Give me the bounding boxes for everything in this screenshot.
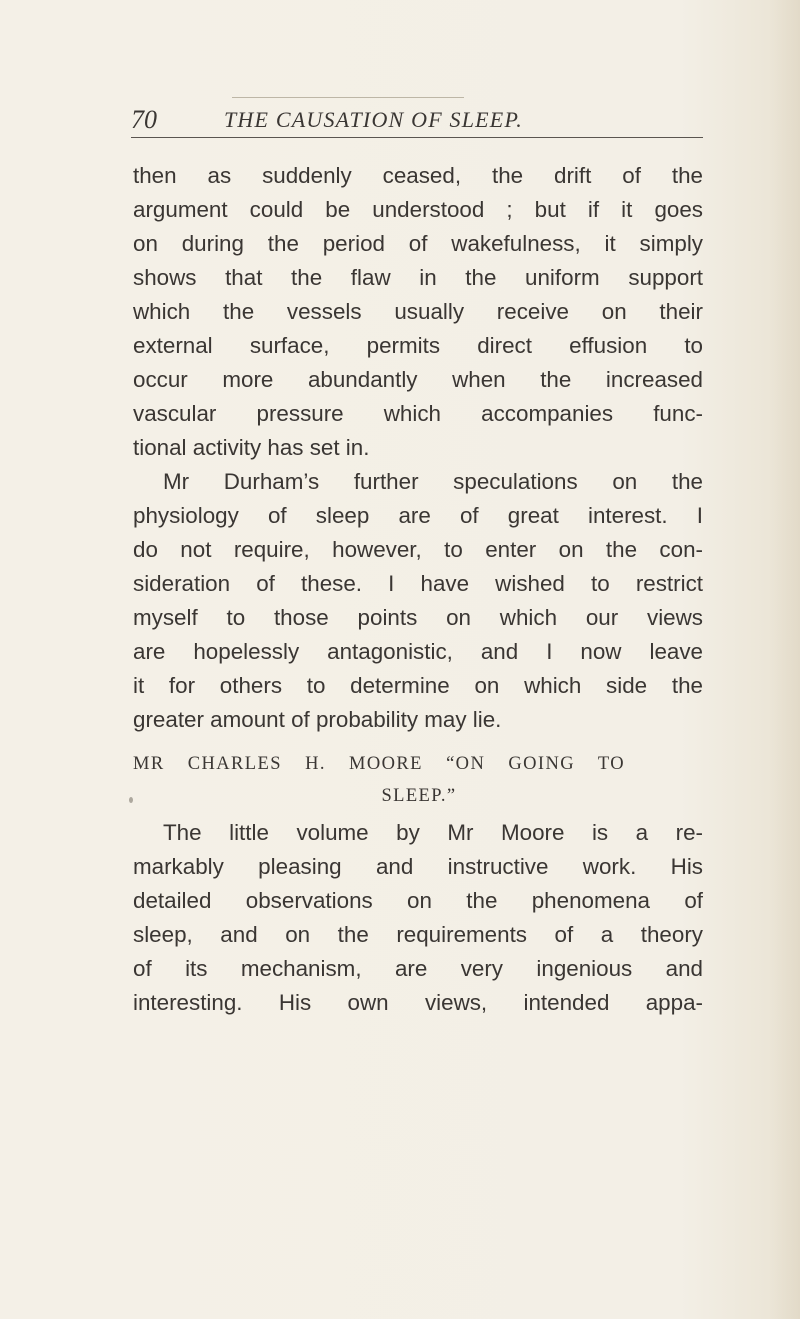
page-header [131,105,703,138]
section-heading [133,748,703,812]
text-line: greater amount of probability may lie. [133,707,502,732]
text-line: myself to those points on which our views [133,605,703,630]
section-heading-line-1: MR CHARLES H. MOORE “ON GOING TO [133,754,625,774]
text-line: external surface, permits direct effusion to [133,333,703,358]
text-line: which the vessels usually receive on their [133,299,703,324]
section-heading-line-2: SLEEP.” [381,786,457,806]
text-line: on during the period of wakefulness, it simply [133,231,703,256]
text-line: markably pleasing and instructive work. His [133,854,703,879]
text-line: are hopelessly antagonistic, and I now leave [133,639,703,664]
text-line: argument could be understood ; but if it goes [133,197,703,222]
text-line: vascular pressure which accompanies func- [133,401,703,426]
text-line: shows that the flaw in the uniform support [133,265,703,290]
paragraph-3 [133,816,703,1020]
text-line: it for others to determine on which side the [133,673,703,698]
paragraph-2 [133,465,703,737]
text-line: sleep, and on the requirements of a theory [133,922,703,947]
paragraph-1 [133,159,703,465]
text-line: sideration of these. I have wished to restrict [133,571,703,596]
text-line: detailed observations on the phenomena of [133,888,703,913]
text-line: Mr Durham’s further speculations on the [163,469,703,494]
text-line: interesting. His own views, intended appa- [133,990,703,1015]
running-title: THE CAUSATION OF SLEEP. [224,107,523,132]
text-line: physiology of sleep are of great interest. I [133,503,703,528]
top-rule [232,97,464,98]
body-text [133,159,703,1020]
text-line: of its mechanism, are very ingenious and [133,956,703,981]
page-number: 70 [131,105,157,134]
text-line: then as suddenly ceased, the drift of the [133,163,703,188]
text-line: The little volume by Mr Moore is a re- [163,820,703,845]
text-line: tional activity has set in. [133,435,370,460]
text-line: occur more abundantly when the increased [133,367,703,392]
text-line: do not require, however, to enter on the con- [133,537,703,562]
